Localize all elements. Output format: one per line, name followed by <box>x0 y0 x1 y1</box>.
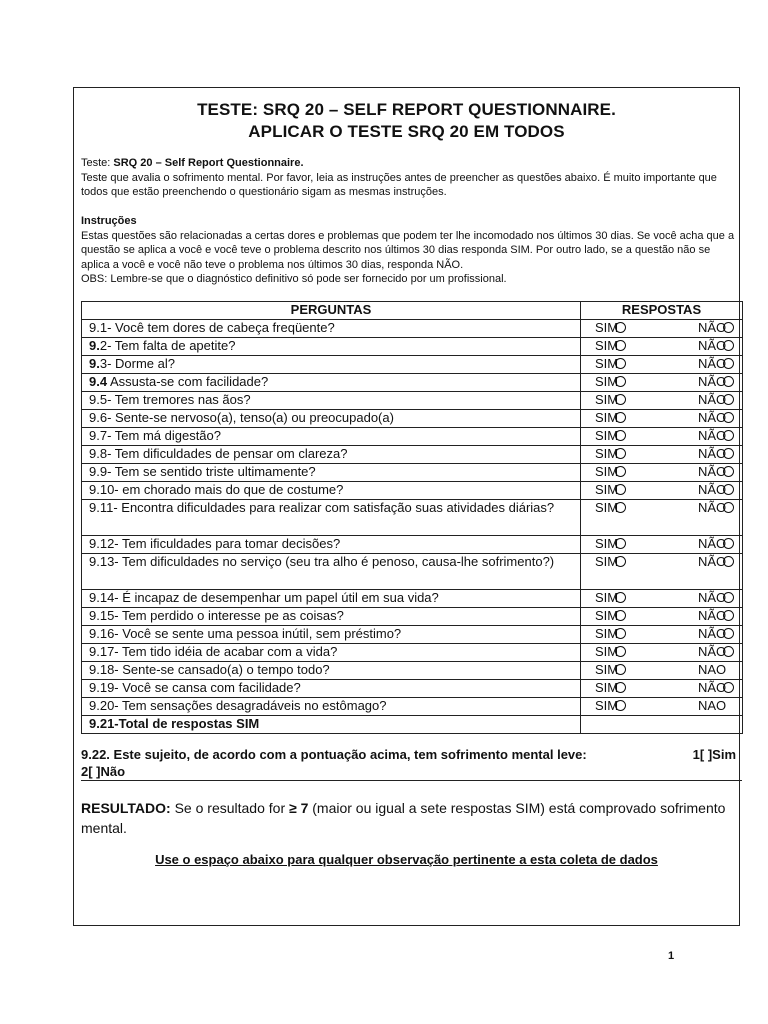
question-text: 2- Tem falta de apetite? <box>99 338 236 353</box>
sim-label: SIM <box>595 590 619 605</box>
answer-nao-option[interactable] <box>698 356 734 372</box>
question-cell <box>82 482 581 500</box>
sim-label: SIM <box>595 608 619 623</box>
nao-radio-icon[interactable] <box>723 538 734 549</box>
nao-label: NÃO <box>698 626 727 641</box>
table-row <box>82 464 743 482</box>
answer-nao-option[interactable] <box>698 482 734 498</box>
nao-radio-icon[interactable] <box>723 610 734 621</box>
nao-radio-icon[interactable] <box>723 430 734 441</box>
answer-nao-option[interactable] <box>698 608 734 624</box>
sim-label: SIM <box>595 500 619 515</box>
answer-nao-option[interactable] <box>698 392 734 408</box>
nao-label: NÃO <box>698 554 727 569</box>
question-text: 9.15- Tem perdido o interesse pe as coisas? <box>89 608 344 623</box>
answer-cell <box>581 374 743 392</box>
answer-nao-option[interactable] <box>698 554 734 570</box>
intro-text: Teste que avalia o sofrimento mental. Por favor, leia as instruções antes de preencher as questões abaixo. É muito importante que todos que estão preenchendo o questionário sigam as mesmas instruções. <box>81 171 717 198</box>
answer-nao-option[interactable] <box>698 662 726 678</box>
sim-radio-icon[interactable] <box>615 358 626 369</box>
table-row <box>82 662 743 680</box>
nao-label: NÃO <box>698 446 727 461</box>
answer-cell <box>581 680 743 698</box>
question-cell <box>82 464 581 482</box>
sim-label: SIM <box>595 554 619 569</box>
intro-section <box>81 156 736 200</box>
question-cell <box>82 446 581 464</box>
nao-radio-icon[interactable] <box>723 646 734 657</box>
nao-radio-icon[interactable] <box>723 412 734 423</box>
sim-label: SIM <box>595 410 619 425</box>
answer-sim-option[interactable] <box>595 356 626 372</box>
question-text: 9.6- Sente-se nervoso(a), tenso(a) ou preocupado(a) <box>89 410 394 425</box>
nao-label: NÃO <box>698 482 727 497</box>
table-row <box>82 428 743 446</box>
answer-nao-option[interactable] <box>698 590 734 606</box>
answer-cell <box>581 446 743 464</box>
sim-label: SIM <box>595 644 619 659</box>
table-row <box>82 482 743 500</box>
sim-label: SIM <box>595 320 619 335</box>
table-row <box>82 554 743 590</box>
question-text: 9.20- Tem sensações desagradáveis no estômago? <box>89 698 387 713</box>
answer-sim-option[interactable] <box>595 608 626 624</box>
total-value-cell[interactable] <box>581 716 743 734</box>
sim-label: SIM <box>595 482 619 497</box>
question-text: 9.9- Tem se sentido triste ultimamente? <box>89 464 316 479</box>
answer-cell <box>581 608 743 626</box>
answer-nao-option[interactable] <box>698 320 734 336</box>
answer-cell <box>581 554 743 590</box>
question-cell <box>82 338 581 356</box>
question-cell <box>82 626 581 644</box>
sim-radio-icon[interactable] <box>615 646 626 657</box>
sim-label: SIM <box>595 428 619 443</box>
table-row <box>82 356 743 374</box>
question-text: 9.1- Você tem dores de cabeça freqüente? <box>89 320 335 335</box>
instructions-obs: OBS: Lembre-se que o diagnóstico definitivo só pode ser fornecido por um profissional. <box>81 273 507 285</box>
nao-radio-icon[interactable] <box>723 376 734 387</box>
answer-cell <box>581 320 743 338</box>
question-cell <box>82 356 581 374</box>
table-row <box>82 536 743 554</box>
answer-sim-option[interactable] <box>595 680 626 696</box>
answer-cell <box>581 500 743 536</box>
answer-sim-option[interactable] <box>595 626 626 642</box>
result-label: RESULTADO: <box>81 800 171 816</box>
answer-sim-option[interactable] <box>595 374 626 390</box>
nao-label: NÃO <box>698 608 727 623</box>
sim-radio-icon[interactable] <box>615 466 626 477</box>
table-row <box>82 338 743 356</box>
header-questions: PERGUNTAS <box>82 302 581 320</box>
question-cell <box>82 428 581 446</box>
nao-label: NÃO <box>698 338 727 353</box>
sim-radio-icon[interactable] <box>615 484 626 495</box>
sim-label: SIM <box>595 698 619 713</box>
nao-radio-icon[interactable] <box>723 466 734 477</box>
table-row <box>82 410 743 428</box>
answer-nao-option[interactable] <box>698 374 734 390</box>
answer-sim-option[interactable] <box>595 482 626 498</box>
question-text: 9.19- Você se cansa com facilidade? <box>89 680 301 695</box>
result-threshold: ≥ 7 <box>289 800 309 816</box>
sim-label: SIM <box>595 356 619 371</box>
answer-cell <box>581 536 743 554</box>
nao-radio-icon[interactable] <box>723 448 734 459</box>
total-label: 9.21-Total de respostas SIM <box>82 716 581 734</box>
sim-radio-icon[interactable] <box>615 682 626 693</box>
answer-cell <box>581 626 743 644</box>
question-text: 9.5- Tem tremores nas ãos? <box>89 392 251 407</box>
answer-sim-option[interactable] <box>595 320 626 336</box>
sim-radio-icon[interactable] <box>615 610 626 621</box>
answer-nao-option[interactable] <box>698 410 734 426</box>
answer-sim-option[interactable] <box>595 500 626 516</box>
nao-radio-icon[interactable] <box>723 358 734 369</box>
nao-radio-icon[interactable] <box>723 394 734 405</box>
question-text: Assusta-se com facilidade? <box>107 374 269 389</box>
answer-sim-option[interactable] <box>595 698 626 714</box>
table-row <box>82 680 743 698</box>
question-text: 9.11- Encontra dificuldades para realizar com satisfação suas atividades diárias? <box>89 500 555 515</box>
question-text: 9.18- Sente-se cansado(a) o tempo todo? <box>89 662 330 677</box>
table-row <box>82 500 743 536</box>
divider <box>81 780 742 781</box>
header-answers: RESPOSTAS <box>581 302 743 320</box>
question-cell <box>82 500 581 536</box>
nao-radio-icon[interactable] <box>723 484 734 495</box>
nao-label: NÃO <box>698 320 727 335</box>
question-number: 9.4 <box>89 374 108 389</box>
answer-nao-option[interactable] <box>698 464 734 480</box>
intro-label: Teste: <box>81 157 114 169</box>
question-text: 9.17- Tem tido idéia de acabar com a vida? <box>89 644 338 659</box>
sim-radio-icon[interactable] <box>615 592 626 603</box>
table-row <box>82 590 743 608</box>
total-row <box>82 716 743 734</box>
question-text: 3- Dorme al? <box>99 356 175 371</box>
answer-nao-option[interactable] <box>698 446 734 462</box>
answer-nao-option[interactable] <box>698 626 734 642</box>
sim-label: SIM <box>595 464 619 479</box>
answer-sim-option[interactable] <box>595 590 626 606</box>
question-number: 9. <box>89 356 100 371</box>
nao-radio-icon[interactable] <box>723 592 734 603</box>
sim-radio-icon[interactable] <box>615 664 626 675</box>
nao-radio-icon[interactable] <box>723 556 734 567</box>
nao-label: NÃO <box>698 392 727 407</box>
answer-sim-option[interactable] <box>595 428 626 444</box>
question-cell <box>82 698 581 716</box>
option-nao-code[interactable]: 2[ ]Não <box>81 764 126 779</box>
question-text: 9.7- Tem má digestão? <box>89 428 221 443</box>
title-line-1: TESTE: SRQ 20 – SELF REPORT QUESTIONNAIRE. <box>197 100 616 119</box>
nao-radio-icon[interactable] <box>723 682 734 693</box>
question-cell <box>82 410 581 428</box>
table-row <box>82 626 743 644</box>
sim-radio-icon[interactable] <box>615 322 626 333</box>
question-cell <box>82 662 581 680</box>
answer-sim-option[interactable] <box>595 662 626 678</box>
question-cell <box>82 374 581 392</box>
table-row <box>82 374 743 392</box>
nao-label: NÃO <box>698 356 727 371</box>
sim-label: SIM <box>595 392 619 407</box>
nao-label: NÃO <box>698 428 727 443</box>
page-number: 1 <box>668 950 675 962</box>
sim-label: SIM <box>595 626 619 641</box>
nao-label: NÃO <box>698 536 727 551</box>
sim-radio-icon[interactable] <box>615 556 626 567</box>
nao-label: NÃO <box>698 590 727 605</box>
sim-radio-icon[interactable] <box>615 448 626 459</box>
option-sim-code[interactable]: 1[ ]Sim <box>692 747 736 762</box>
answer-cell <box>581 392 743 410</box>
answer-cell <box>581 482 743 500</box>
question-cell <box>82 590 581 608</box>
answer-cell <box>581 644 743 662</box>
answer-nao-option[interactable] <box>698 338 734 354</box>
answer-cell <box>581 356 743 374</box>
observation-note: Use o espaço abaixo para qualquer observação pertinente a esta coleta de dados <box>155 852 658 867</box>
question-9-22-text: 9.22. Este sujeito, de acordo com a pontuação acima, tem sofrimento mental leve: <box>81 747 587 762</box>
table-row <box>82 392 743 410</box>
question-text: 9.8- Tem dificuldades de pensar om clareza? <box>89 446 348 461</box>
sim-radio-icon[interactable] <box>615 412 626 423</box>
nao-label: NAO <box>698 698 727 713</box>
answer-cell <box>581 662 743 680</box>
answer-sim-option[interactable] <box>595 392 626 408</box>
answer-sim-option[interactable] <box>595 446 626 462</box>
sim-label: SIM <box>595 536 619 551</box>
nao-radio-icon[interactable] <box>723 322 734 333</box>
table-row <box>82 698 743 716</box>
title-line-2: APLICAR O TESTE SRQ 20 EM TODOS <box>248 122 565 141</box>
question-cell <box>82 392 581 410</box>
answer-cell <box>581 338 743 356</box>
answer-nao-option[interactable] <box>698 680 734 696</box>
question-cell <box>82 608 581 626</box>
answer-sim-option[interactable] <box>595 464 626 480</box>
question-text: 9.16- Você se sente uma pessoa inútil, sem préstimo? <box>89 626 402 641</box>
nao-label: NÃO <box>698 500 727 515</box>
sim-label: SIM <box>595 662 619 677</box>
table-row <box>82 644 743 662</box>
question-text: 9.10- em chorado mais do que de costume? <box>89 482 344 497</box>
instructions-section <box>81 214 736 287</box>
question-cell <box>82 680 581 698</box>
answer-cell <box>581 428 743 446</box>
answer-sim-option[interactable] <box>595 644 626 660</box>
sim-radio-icon[interactable] <box>615 376 626 387</box>
question-9-22 <box>81 746 742 780</box>
intro-test-name: SRQ 20 – Self Report Questionnaire. <box>113 157 304 169</box>
answer-sim-option[interactable] <box>595 410 626 426</box>
answer-cell <box>581 410 743 428</box>
question-text: 9.13- Tem dificuldades no serviço (seu tra alho é penoso, causa-lhe sofrimento?) <box>89 554 555 569</box>
sim-label: SIM <box>595 680 619 695</box>
answer-cell <box>581 590 743 608</box>
nao-radio-icon[interactable] <box>723 628 734 639</box>
result-section <box>81 798 742 838</box>
answer-sim-option[interactable] <box>595 338 626 354</box>
sim-radio-icon[interactable] <box>615 394 626 405</box>
sim-radio-icon[interactable] <box>615 538 626 549</box>
answer-cell <box>581 464 743 482</box>
question-cell <box>82 320 581 338</box>
answer-nao-option[interactable] <box>698 698 726 714</box>
question-cell <box>82 554 581 590</box>
nao-label: NAO <box>698 662 727 677</box>
table-row <box>82 608 743 626</box>
question-cell <box>82 536 581 554</box>
sim-label: SIM <box>595 338 619 353</box>
sim-label: SIM <box>595 374 619 389</box>
result-text-b: (maior ou igual a sete respostas SIM) está comprovado sofrimento mental. <box>81 800 726 836</box>
question-cell <box>82 644 581 662</box>
table-row <box>82 446 743 464</box>
nao-label: NÃO <box>698 644 727 659</box>
question-text: 9.12- Tem ificuldades para tomar decisões? <box>89 536 341 551</box>
nao-radio-icon[interactable] <box>723 502 734 513</box>
sim-radio-icon[interactable] <box>615 340 626 351</box>
table-row <box>82 320 743 338</box>
sim-radio-icon[interactable] <box>615 700 626 711</box>
answer-nao-option[interactable] <box>698 500 734 516</box>
answer-cell <box>581 698 743 716</box>
questions-table <box>81 301 743 734</box>
nao-label: NÃO <box>698 464 727 479</box>
nao-radio-icon[interactable] <box>723 340 734 351</box>
questionnaire-frame <box>73 87 740 926</box>
answer-nao-option[interactable] <box>698 536 734 552</box>
nao-label: NÃO <box>698 680 727 695</box>
instructions-text: Estas questões são relacionadas a certas dores e problemas que podem ter lhe incomodado nos últimos 30 dias. Se você acha que a questão se aplica a você e você teve o problema descrito nos últimos 30 dias responda SIM. Por outro lado, se a questão não se aplica a você e você não teve o problema nos últimos 30 dias, responda NÃO. <box>81 229 735 271</box>
result-text-a: Se o resultado for <box>170 800 289 816</box>
sim-radio-icon[interactable] <box>615 502 626 513</box>
question-text: 9.14- É incapaz de desempenhar um papel útil em sua vida? <box>89 590 439 605</box>
nao-label: NÃO <box>698 374 727 389</box>
answer-nao-option[interactable] <box>698 644 734 660</box>
instructions-heading: Instruções <box>81 215 137 227</box>
sim-radio-icon[interactable] <box>615 430 626 441</box>
sim-label: SIM <box>595 446 619 461</box>
answer-nao-option[interactable] <box>698 428 734 444</box>
nao-label: NÃO <box>698 410 727 425</box>
question-number: 9. <box>89 338 100 353</box>
sim-radio-icon[interactable] <box>615 628 626 639</box>
answer-sim-option[interactable] <box>595 554 626 570</box>
answer-sim-option[interactable] <box>595 536 626 552</box>
